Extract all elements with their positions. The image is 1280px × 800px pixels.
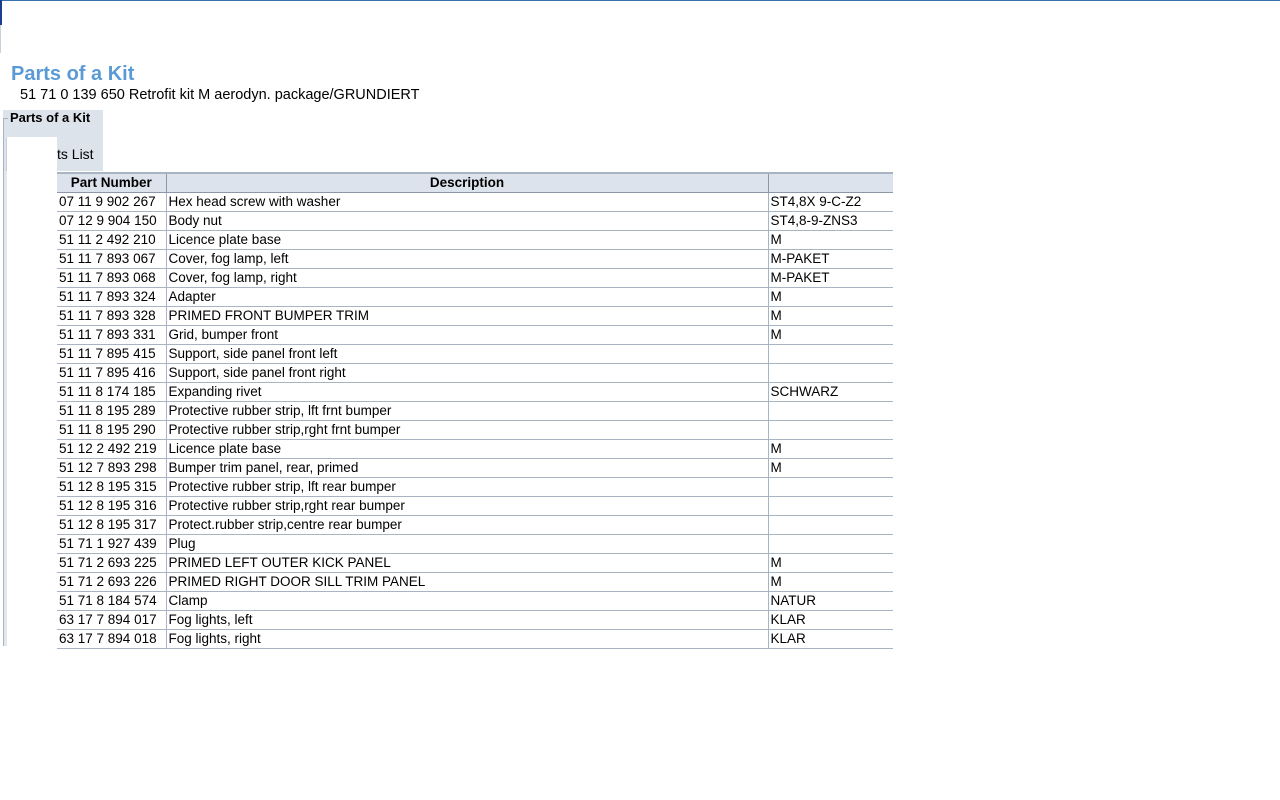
column-header-part-number[interactable]: Part Number — [57, 173, 166, 193]
cell-description: Protective rubber strip, lft frnt bumper — [166, 402, 768, 421]
table-row[interactable] — [57, 231, 893, 250]
table-row[interactable] — [57, 630, 893, 649]
cell-part-number: 51 71 2 693 226 — [57, 573, 166, 592]
cell-description: Support, side panel front left — [166, 345, 768, 364]
cell-description: Licence plate base — [166, 231, 768, 250]
cell-description: Cover, fog lamp, left — [166, 250, 768, 269]
cell-part-number: 63 17 7 894 018 — [57, 630, 166, 649]
cell-extra: M — [768, 326, 893, 345]
cell-part-number: 51 11 2 492 210 — [57, 231, 166, 250]
cell-part-number: 51 12 8 195 315 — [57, 478, 166, 497]
table-row[interactable] — [57, 307, 893, 326]
table-row[interactable] — [57, 250, 893, 269]
focus-marker — [0, 0, 2, 25]
cell-part-number: 07 11 9 902 267 — [57, 193, 166, 212]
cell-part-number: 51 11 7 893 328 — [57, 307, 166, 326]
table-header-row — [57, 173, 893, 193]
cell-description: Support, side panel front right — [166, 364, 768, 383]
cell-extra — [768, 345, 893, 364]
cell-description: Clamp — [166, 592, 768, 611]
cell-part-number: 51 12 8 195 317 — [57, 516, 166, 535]
cell-description: Licence plate base — [166, 440, 768, 459]
column-header-extra[interactable] — [768, 173, 893, 193]
cell-extra — [768, 421, 893, 440]
cell-part-number: 51 11 8 195 290 — [57, 421, 166, 440]
cell-part-number: 51 11 7 893 068 — [57, 269, 166, 288]
cell-extra: M-PAKET — [768, 250, 893, 269]
cell-part-number: 63 17 7 894 017 — [57, 611, 166, 630]
cell-part-number: 51 11 7 893 331 — [57, 326, 166, 345]
cell-extra: M-PAKET — [768, 269, 893, 288]
cell-description: PRIMED FRONT BUMPER TRIM — [166, 307, 768, 326]
table-row[interactable] — [57, 516, 893, 535]
table-row[interactable] — [57, 269, 893, 288]
group-frame-strip — [4, 171, 7, 646]
cell-description: Fog lights, left — [166, 611, 768, 630]
cell-extra — [768, 364, 893, 383]
cell-extra — [768, 402, 893, 421]
cell-extra: M — [768, 307, 893, 326]
cell-part-number: 51 71 8 184 574 — [57, 592, 166, 611]
tab-parts-list[interactable]: ts List — [57, 146, 94, 162]
table-row[interactable] — [57, 459, 893, 478]
table-row[interactable] — [57, 288, 893, 307]
cell-part-number: 51 12 7 893 298 — [57, 459, 166, 478]
table-row[interactable] — [57, 535, 893, 554]
table-row[interactable] — [57, 440, 893, 459]
table-row[interactable] — [57, 364, 893, 383]
table-row[interactable] — [57, 497, 893, 516]
cell-description: PRIMED LEFT OUTER KICK PANEL — [166, 554, 768, 573]
cell-extra: NATUR — [768, 592, 893, 611]
table-row[interactable] — [57, 554, 893, 573]
cell-description: Protect.rubber strip,centre rear bumper — [166, 516, 768, 535]
cell-description: Expanding rivet — [166, 383, 768, 402]
group-legend: Parts of a Kit — [10, 110, 91, 125]
cell-extra: ST4,8-9-ZNS3 — [768, 212, 893, 231]
table-row[interactable] — [57, 383, 893, 402]
table-body — [57, 193, 893, 649]
cell-description: Bumper trim panel, rear, primed — [166, 459, 768, 478]
cell-part-number: 51 11 7 895 415 — [57, 345, 166, 364]
tab-overlay — [7, 137, 57, 171]
cell-description: Fog lights, right — [166, 630, 768, 649]
cell-part-number: 51 11 8 174 185 — [57, 383, 166, 402]
table-row[interactable] — [57, 478, 893, 497]
parts-table-container — [57, 172, 893, 649]
cell-extra — [768, 497, 893, 516]
cell-extra — [768, 535, 893, 554]
cell-extra: M — [768, 573, 893, 592]
page-title: Parts of a Kit — [11, 63, 135, 85]
cell-description: Cover, fog lamp, right — [166, 269, 768, 288]
table-row[interactable] — [57, 611, 893, 630]
cell-description: Protective rubber strip,rght rear bumper — [166, 497, 768, 516]
table-row[interactable] — [57, 421, 893, 440]
table-row[interactable] — [57, 402, 893, 421]
cell-part-number: 51 12 2 492 219 — [57, 440, 166, 459]
left-rule — [0, 25, 1, 53]
cell-part-number: 51 11 7 893 324 — [57, 288, 166, 307]
cell-description: Body nut — [166, 212, 768, 231]
table-row[interactable] — [57, 345, 893, 364]
window-top-border — [0, 0, 1280, 1]
table-row[interactable] — [57, 592, 893, 611]
cell-extra: KLAR — [768, 630, 893, 649]
cell-extra: M — [768, 440, 893, 459]
cell-extra: M — [768, 459, 893, 478]
cell-part-number: 51 11 8 195 289 — [57, 402, 166, 421]
cell-description: Protective rubber strip, lft rear bumper — [166, 478, 768, 497]
cell-part-number: 51 71 1 927 439 — [57, 535, 166, 554]
cell-description: Adapter — [166, 288, 768, 307]
parts-table — [57, 172, 893, 649]
cell-extra: M — [768, 231, 893, 250]
cell-description: PRIMED RIGHT DOOR SILL TRIM PANEL — [166, 573, 768, 592]
cell-part-number: 51 12 8 195 316 — [57, 497, 166, 516]
cell-extra — [768, 516, 893, 535]
cell-extra — [768, 478, 893, 497]
cell-extra: M — [768, 554, 893, 573]
table-row[interactable] — [57, 212, 893, 231]
cell-extra: SCHWARZ — [768, 383, 893, 402]
table-row[interactable] — [57, 573, 893, 592]
table-row[interactable] — [57, 326, 893, 345]
cell-description: Plug — [166, 535, 768, 554]
cell-part-number: 51 11 7 895 416 — [57, 364, 166, 383]
cell-extra: M — [768, 288, 893, 307]
cell-extra: ST4,8X 9-C-Z2 — [768, 193, 893, 212]
column-header-description[interactable]: Description — [166, 173, 768, 193]
cell-description: Grid, bumper front — [166, 326, 768, 345]
cell-extra: KLAR — [768, 611, 893, 630]
cell-part-number: 51 71 2 693 225 — [57, 554, 166, 573]
kit-subtitle: 51 71 0 139 650 Retrofit kit M aerodyn. package/GRUNDIERT — [20, 87, 420, 103]
cell-description: Protective rubber strip,rght frnt bumper — [166, 421, 768, 440]
table-row[interactable] — [57, 193, 893, 212]
cell-part-number: 51 11 7 893 067 — [57, 250, 166, 269]
cell-description: Hex head screw with washer — [166, 193, 768, 212]
cell-part-number: 07 12 9 904 150 — [57, 212, 166, 231]
